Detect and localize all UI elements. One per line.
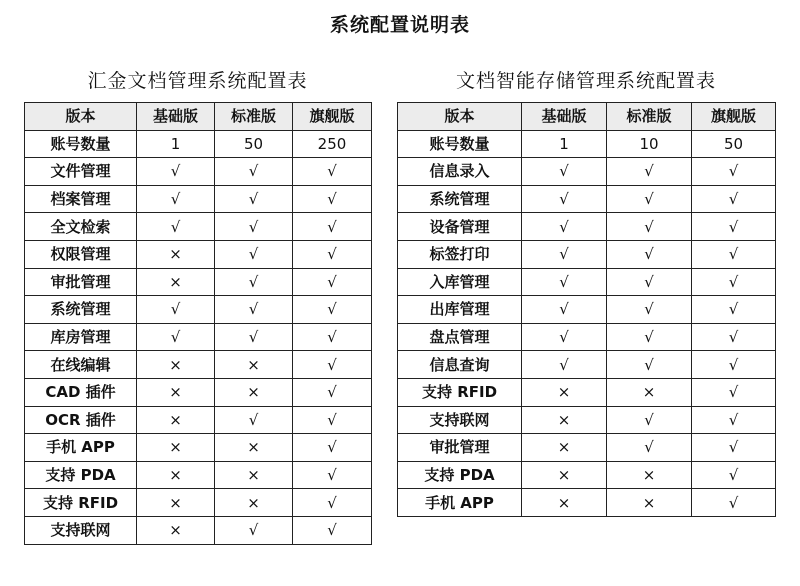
feature-value-cell: √	[215, 268, 293, 296]
feature-value-cell: ×	[137, 240, 215, 268]
table-row	[25, 213, 372, 241]
header-cell-edition: 基础版	[522, 103, 607, 131]
feature-name-cell: 支持 PDA	[25, 461, 137, 489]
feature-value-cell: √	[692, 406, 776, 434]
feature-value-cell: √	[215, 516, 293, 544]
feature-value-cell: ×	[137, 268, 215, 296]
feature-name-cell: 支持联网	[25, 516, 137, 544]
feature-value-cell: ×	[522, 406, 607, 434]
feature-value-cell: ×	[137, 516, 215, 544]
feature-name-cell: 系统管理	[25, 296, 137, 324]
feature-value-cell: √	[293, 213, 372, 241]
feature-name-cell: 账号数量	[25, 130, 137, 158]
feature-value-cell: ×	[607, 378, 692, 406]
feature-value-cell: √	[692, 378, 776, 406]
feature-value-cell: √	[607, 240, 692, 268]
feature-value-cell: ×	[137, 406, 215, 434]
left-table-title: 汇金文档管理系统配置表	[87, 70, 308, 92]
feature-value-cell: √	[692, 434, 776, 462]
feature-name-cell: 手机 APP	[25, 434, 137, 462]
feature-value-cell: ×	[607, 461, 692, 489]
feature-value-cell: √	[607, 268, 692, 296]
table-row	[25, 461, 372, 489]
feature-value-cell: √	[692, 461, 776, 489]
feature-value-cell: √	[215, 185, 293, 213]
table-row	[25, 185, 372, 213]
feature-name-cell: 支持 RFID	[398, 378, 522, 406]
feature-value-cell: ×	[215, 489, 293, 517]
table-body	[25, 130, 372, 544]
feature-value-cell: √	[692, 268, 776, 296]
table-row	[25, 516, 372, 544]
feature-value-cell: √	[692, 323, 776, 351]
feature-name-cell: 全文检索	[25, 213, 137, 241]
feature-name-cell: 文件管理	[25, 158, 137, 186]
table-row	[25, 378, 372, 406]
table-row	[398, 268, 776, 296]
feature-value-cell: √	[215, 213, 293, 241]
feature-value-cell: √	[607, 158, 692, 186]
feature-value-cell: √	[293, 434, 372, 462]
header-cell-version: 版本	[398, 103, 522, 131]
table-row	[25, 268, 372, 296]
feature-value-cell: √	[607, 351, 692, 379]
feature-name-cell: 权限管理	[25, 240, 137, 268]
feature-name-cell: CAD 插件	[25, 378, 137, 406]
table-row	[25, 296, 372, 324]
table-row	[25, 351, 372, 379]
feature-value-cell: √	[692, 489, 776, 517]
feature-value-cell: √	[215, 240, 293, 268]
feature-value-cell: √	[692, 213, 776, 241]
feature-value-cell: ×	[137, 489, 215, 517]
table-row	[398, 213, 776, 241]
feature-value-cell: ×	[522, 434, 607, 462]
feature-value-cell: √	[137, 296, 215, 324]
table-row	[398, 158, 776, 186]
feature-value-cell: 50	[215, 130, 293, 158]
feature-value-cell: ×	[215, 461, 293, 489]
feature-value-cell: √	[215, 406, 293, 434]
header-cell-edition: 旗舰版	[692, 103, 776, 131]
feature-name-cell: 入库管理	[398, 268, 522, 296]
feature-value-cell: √	[522, 268, 607, 296]
feature-name-cell: 支持 PDA	[398, 461, 522, 489]
feature-value-cell: 1	[522, 130, 607, 158]
feature-name-cell: 支持联网	[398, 406, 522, 434]
feature-value-cell: √	[137, 158, 215, 186]
feature-name-cell: 信息查询	[398, 351, 522, 379]
header-cell-edition: 标准版	[215, 103, 293, 131]
feature-name-cell: 账号数量	[398, 130, 522, 158]
feature-name-cell: 审批管理	[398, 434, 522, 462]
feature-value-cell: ×	[607, 489, 692, 517]
table-row	[398, 240, 776, 268]
right-table-title: 文档智能存储管理系统配置表	[455, 70, 716, 92]
table-row	[398, 434, 776, 462]
feature-value-cell: √	[293, 296, 372, 324]
feature-value-cell: ×	[215, 434, 293, 462]
feature-value-cell: √	[522, 213, 607, 241]
feature-name-cell: 系统管理	[398, 185, 522, 213]
table-row	[398, 296, 776, 324]
feature-value-cell: √	[137, 185, 215, 213]
feature-value-cell: ×	[215, 378, 293, 406]
feature-value-cell: √	[692, 185, 776, 213]
page-title: 系统配置说明表	[329, 14, 470, 36]
table-row	[398, 489, 776, 517]
feature-name-cell: 手机 APP	[398, 489, 522, 517]
feature-name-cell: OCR 插件	[25, 406, 137, 434]
feature-value-cell: ×	[215, 351, 293, 379]
feature-name-cell: 支持 RFID	[25, 489, 137, 517]
feature-value-cell: √	[293, 406, 372, 434]
feature-value-cell: √	[607, 323, 692, 351]
feature-name-cell: 在线编辑	[25, 351, 137, 379]
feature-value-cell: ×	[522, 461, 607, 489]
feature-value-cell: √	[692, 296, 776, 324]
table-row	[25, 406, 372, 434]
feature-value-cell: √	[607, 406, 692, 434]
feature-value-cell: ×	[137, 351, 215, 379]
feature-name-cell: 出库管理	[398, 296, 522, 324]
feature-value-cell: √	[522, 240, 607, 268]
feature-value-cell: √	[607, 434, 692, 462]
header-row	[25, 103, 372, 131]
feature-value-cell: √	[692, 158, 776, 186]
feature-name-cell: 设备管理	[398, 213, 522, 241]
feature-value-cell: √	[522, 351, 607, 379]
feature-value-cell: √	[293, 240, 372, 268]
feature-value-cell: √	[522, 296, 607, 324]
table-row	[398, 130, 776, 158]
feature-value-cell: √	[137, 213, 215, 241]
feature-value-cell: √	[522, 185, 607, 213]
feature-value-cell: √	[293, 158, 372, 186]
table-row	[398, 351, 776, 379]
feature-value-cell: ×	[137, 378, 215, 406]
feature-value-cell: √	[522, 158, 607, 186]
feature-value-cell: √	[293, 516, 372, 544]
table-row	[398, 185, 776, 213]
feature-name-cell: 库房管理	[25, 323, 137, 351]
feature-value-cell: ×	[137, 434, 215, 462]
table-row	[25, 489, 372, 517]
feature-value-cell: √	[607, 185, 692, 213]
feature-value-cell: √	[607, 213, 692, 241]
feature-value-cell: √	[215, 158, 293, 186]
feature-value-cell: √	[293, 323, 372, 351]
feature-value-cell: 50	[692, 130, 776, 158]
feature-name-cell: 盘点管理	[398, 323, 522, 351]
table-row	[25, 240, 372, 268]
header-cell-version: 版本	[25, 103, 137, 131]
table-body	[398, 130, 776, 516]
table-row	[398, 406, 776, 434]
table-header	[398, 103, 776, 131]
feature-value-cell: √	[293, 489, 372, 517]
header-row	[398, 103, 776, 131]
feature-value-cell: √	[293, 268, 372, 296]
feature-value-cell: √	[522, 323, 607, 351]
right-config-table	[397, 102, 776, 517]
feature-value-cell: √	[692, 351, 776, 379]
table-row	[398, 323, 776, 351]
feature-value-cell: √	[293, 461, 372, 489]
feature-value-cell: √	[607, 296, 692, 324]
feature-name-cell: 审批管理	[25, 268, 137, 296]
feature-value-cell: ×	[522, 378, 607, 406]
feature-name-cell: 信息录入	[398, 158, 522, 186]
header-cell-edition: 标准版	[607, 103, 692, 131]
feature-value-cell: √	[215, 323, 293, 351]
feature-value-cell: ×	[522, 489, 607, 517]
feature-value-cell: ×	[137, 461, 215, 489]
table-row	[398, 461, 776, 489]
feature-name-cell: 标签打印	[398, 240, 522, 268]
feature-value-cell: √	[293, 185, 372, 213]
table-row	[25, 130, 372, 158]
header-cell-edition: 旗舰版	[293, 103, 372, 131]
table-row	[398, 378, 776, 406]
table-row	[25, 158, 372, 186]
left-config-table	[24, 102, 372, 545]
feature-value-cell: √	[215, 296, 293, 324]
feature-value-cell: √	[293, 378, 372, 406]
header-cell-edition: 基础版	[137, 103, 215, 131]
table-row	[25, 323, 372, 351]
feature-value-cell: 1	[137, 130, 215, 158]
table-row	[25, 434, 372, 462]
feature-value-cell: 10	[607, 130, 692, 158]
feature-value-cell: √	[692, 240, 776, 268]
feature-value-cell: √	[137, 323, 215, 351]
feature-value-cell: √	[293, 351, 372, 379]
table-header	[25, 103, 372, 131]
feature-name-cell: 档案管理	[25, 185, 137, 213]
feature-value-cell: 250	[293, 130, 372, 158]
